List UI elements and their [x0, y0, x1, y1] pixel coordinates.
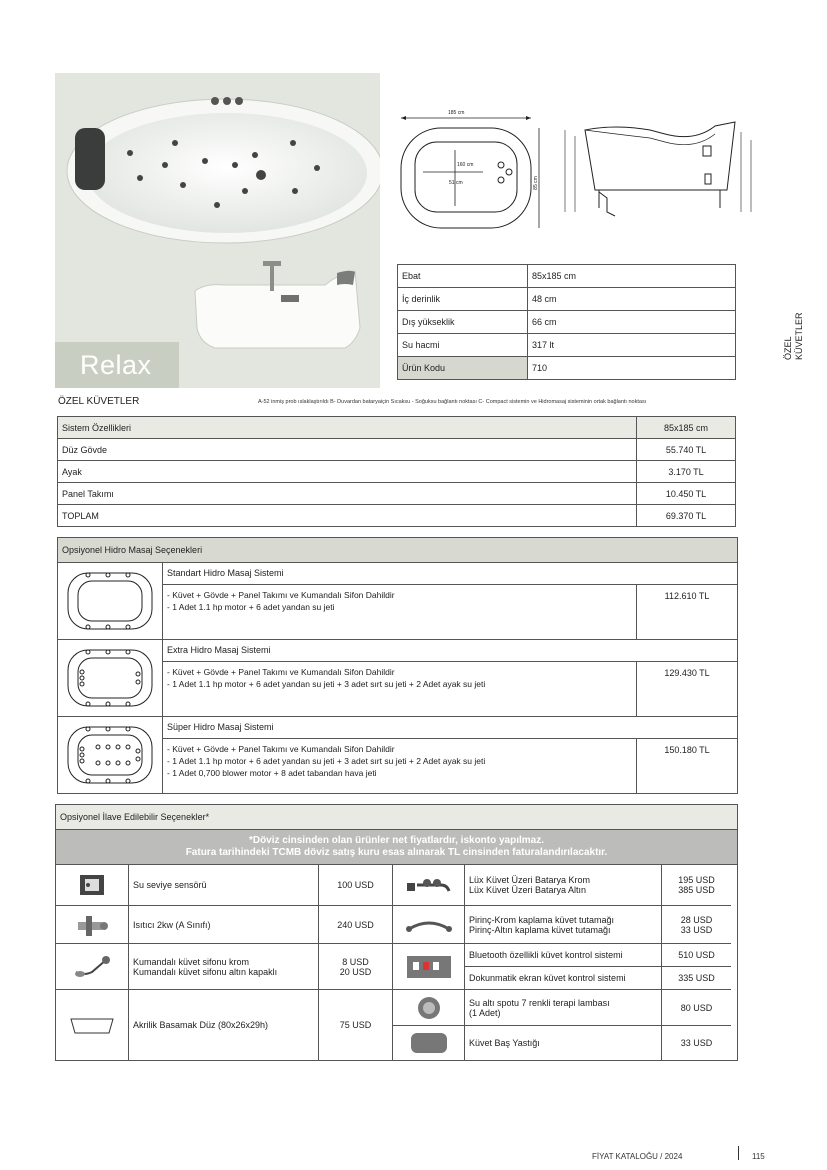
option-price-line: 28 USD: [680, 914, 713, 925]
height-label: 85 cm: [532, 176, 539, 190]
hydro-extra-diagram: [58, 640, 163, 716]
hydro-option-name: Standart Hidro Masaj Sistemi: [163, 563, 737, 585]
hydro-super-diagram: [58, 717, 163, 793]
hydro-standard-diagram: [58, 563, 163, 639]
row-price: 69.370 TL: [637, 505, 736, 527]
option-name: [465, 990, 662, 1026]
side-view-drawing: [555, 112, 760, 234]
system-header-value: 85x185 cm: [637, 417, 736, 439]
spec-value: 66 cm: [528, 311, 736, 334]
spec-row: [398, 265, 736, 288]
table-row: [58, 439, 736, 461]
notice-line: *Döviz cinsinden olan ürünler net fiyatlardır, iskonto yapılmaz.: [248, 835, 545, 846]
options-title: Opsiyonel İlave Edilebilir Seçenekler*: [56, 805, 737, 830]
row-label: Panel Takımı: [58, 483, 637, 505]
table-row: [58, 505, 736, 527]
width-label: 185 cm: [448, 110, 465, 116]
option-name-line: Kumandalı küvet sifonu krom: [133, 956, 250, 967]
option-name: Isıtıcı 2kw (A Sınıfı): [129, 906, 319, 944]
row-label: Düz Gövde: [58, 439, 637, 461]
option-name-line: Kumandalı küvet sifonu altın kapaklı: [133, 966, 278, 977]
desc-line: - Küvet + Gövde + Panel Takımı ve Kumandalı Sifon Dahildir: [167, 744, 395, 754]
option-price-line: 385 USD: [678, 885, 715, 895]
footer-divider: [738, 1146, 739, 1160]
spec-value: 48 cm: [528, 288, 736, 311]
hydro-option-name: Extra Hidro Masaj Sistemi: [163, 640, 737, 662]
row-price: 10.450 TL: [637, 483, 736, 505]
option-name: [465, 906, 662, 944]
spec-row: [398, 357, 736, 380]
product-name-box: [55, 342, 179, 388]
spec-value: 85x185 cm: [528, 265, 736, 288]
notice-line: Fatura tarihindeki TCMB döviz satış kuru esas alınarak TL cinsinden faturalandırılacaktır.: [185, 847, 608, 858]
row-label: Ayak: [58, 461, 637, 483]
currency-notice: [56, 830, 737, 865]
spec-key: Ürün Kodu: [398, 357, 528, 380]
spec-value: 317 lt: [528, 334, 736, 357]
inner-width-label: 51 cm: [449, 180, 463, 186]
row-price: 55.740 TL: [637, 439, 736, 461]
option-price: [319, 944, 393, 990]
product-photo: [55, 73, 380, 388]
table-row: [58, 461, 736, 483]
option-price: [662, 865, 731, 906]
hydro-option-price: 129.430 TL: [664, 668, 710, 678]
spec-table: [397, 264, 736, 380]
headrest-icon: [75, 128, 105, 190]
row-label: TOPLAM: [58, 505, 637, 527]
level-sensor-icon: [56, 865, 129, 906]
option-name-line: Lüx Küvet Üzeri Batarya Altın: [469, 885, 587, 895]
option-name-line: Lüx Küvet Üzeri Batarya Krom: [469, 875, 591, 885]
handle-icon: [393, 906, 465, 944]
option-price: 80 USD: [662, 990, 731, 1026]
control-panel-icon: [393, 944, 465, 990]
light-spot-icon: [393, 990, 465, 1026]
option-name: Su seviye sensörü: [129, 865, 319, 906]
desc-line: - 1 Adet 1.1 hp motor + 6 adet yandan su jeti + 3 adet sırt su jeti + 2 Adet ayak su jeti: [167, 756, 486, 766]
option-price: 100 USD: [319, 865, 393, 906]
page-number: 115: [752, 1152, 765, 1161]
hydro-option-price: 112.610 TL: [664, 591, 710, 601]
option-name-line: Su altı spotu 7 renkli terapi lambası: [469, 997, 610, 1008]
hydro-option: [58, 563, 737, 640]
bathtub-illustration: [55, 73, 380, 388]
option-price: [662, 906, 731, 944]
option-price: 240 USD: [319, 906, 393, 944]
hydro-title: Opsiyonel Hidro Masaj Seçenekleri: [58, 538, 737, 563]
top-view-drawing: [393, 110, 543, 235]
desc-line: - 1 Adet 1.1 hp motor + 6 adet yandan su jeti: [167, 602, 335, 612]
option-name-line: Pirinç-Krom kaplama küvet tutamağı: [469, 914, 615, 925]
system-header-label: Sistem Özellikleri: [58, 417, 637, 439]
option-price: 75 USD: [319, 990, 393, 1060]
faucet-icon: [393, 865, 465, 906]
desc-line: - Küvet + Gövde + Panel Takımı ve Kumandalı Sifon Dahildir: [167, 590, 395, 600]
option-price: 33 USD: [680, 1038, 713, 1048]
option-price-line: 8 USD: [342, 956, 369, 967]
hydro-option: [58, 640, 737, 717]
options-grid: [56, 865, 737, 1060]
option-name: Bluetooth özellikli küvet kontrol sistemi: [465, 944, 662, 967]
spec-key: İç derinlik: [398, 288, 528, 311]
connection-notes: A-52 inmiş prob ıslaklaştırıldı B- Duvardan bataryaiçin Sıcaksu - Soğuksu bağlantı noktası C- Compact sistemin ve Hidromasaj sisteminin ortak bağlantı noktası: [258, 399, 647, 405]
system-header-row: [58, 417, 736, 439]
section-title: ÖZEL KÜVETLER: [58, 396, 140, 407]
option-name: Küvet Baş Yastığı: [465, 1026, 662, 1060]
option-price: 335 USD: [662, 967, 731, 990]
spec-value: 710: [528, 357, 736, 380]
option-name-line: (1 Adet): [469, 1007, 501, 1018]
side-label-line: ÖZEL: [783, 336, 793, 360]
product-name: Relax: [80, 350, 152, 380]
spec-key: Dış yükseklik: [398, 311, 528, 334]
table-row: [58, 483, 736, 505]
pillow-icon: [393, 1026, 465, 1060]
hydro-massage-options: [57, 537, 738, 794]
option-price-line: 33 USD: [680, 924, 713, 935]
side-label-line: KÜVETLER: [794, 312, 804, 360]
hydro-option-desc: [163, 585, 637, 639]
spec-row: [398, 334, 736, 357]
desc-line: - Küvet + Gövde + Panel Takımı ve Kumandalı Sifon Dahildir: [167, 667, 395, 677]
hydro-option-desc: [163, 739, 637, 793]
side-category-label: [783, 300, 823, 360]
option-price-line: 20 USD: [339, 966, 372, 977]
option-name: [129, 944, 319, 990]
catalog-footer: FİYAT KATALOĞU / 2024: [592, 1152, 683, 1161]
hydro-option-price: 150.180 TL: [664, 745, 710, 755]
hydro-option: [58, 717, 737, 793]
hydro-option-name: Süper Hidro Masaj Sistemi: [163, 717, 737, 739]
system-price-table: [57, 416, 736, 527]
inner-length-label: 160 cm: [457, 162, 474, 168]
row-price: 3.170 TL: [637, 461, 736, 483]
drain-siphon-icon: [56, 944, 129, 990]
option-name: [465, 865, 662, 906]
spec-row: [398, 288, 736, 311]
option-price-line: 195 USD: [678, 875, 715, 885]
hydro-option-desc: [163, 662, 637, 716]
spec-row: [398, 311, 736, 334]
option-price: 510 USD: [662, 944, 731, 967]
option-name: Akrilik Basamak Düz (80x26x29h): [129, 990, 319, 1060]
spec-key: Su hacmi: [398, 334, 528, 357]
heater-icon: [56, 906, 129, 944]
step-icon: [56, 990, 129, 1060]
option-name: Dokunmatik ekran küvet kontrol sistemi: [465, 967, 662, 990]
desc-line: - 1 Adet 0,700 blower motor + 8 adet tabandan hava jeti: [167, 768, 377, 778]
desc-line: - 1 Adet 1.1 hp motor + 6 adet yandan su jeti + 3 adet sırt su jeti + 2 Adet ayak su jeti: [167, 679, 486, 689]
option-name-line: Pirinç-Altın kaplama küvet tutamağı: [469, 924, 611, 935]
additional-options: [55, 804, 738, 1061]
spec-key: Ebat: [398, 265, 528, 288]
